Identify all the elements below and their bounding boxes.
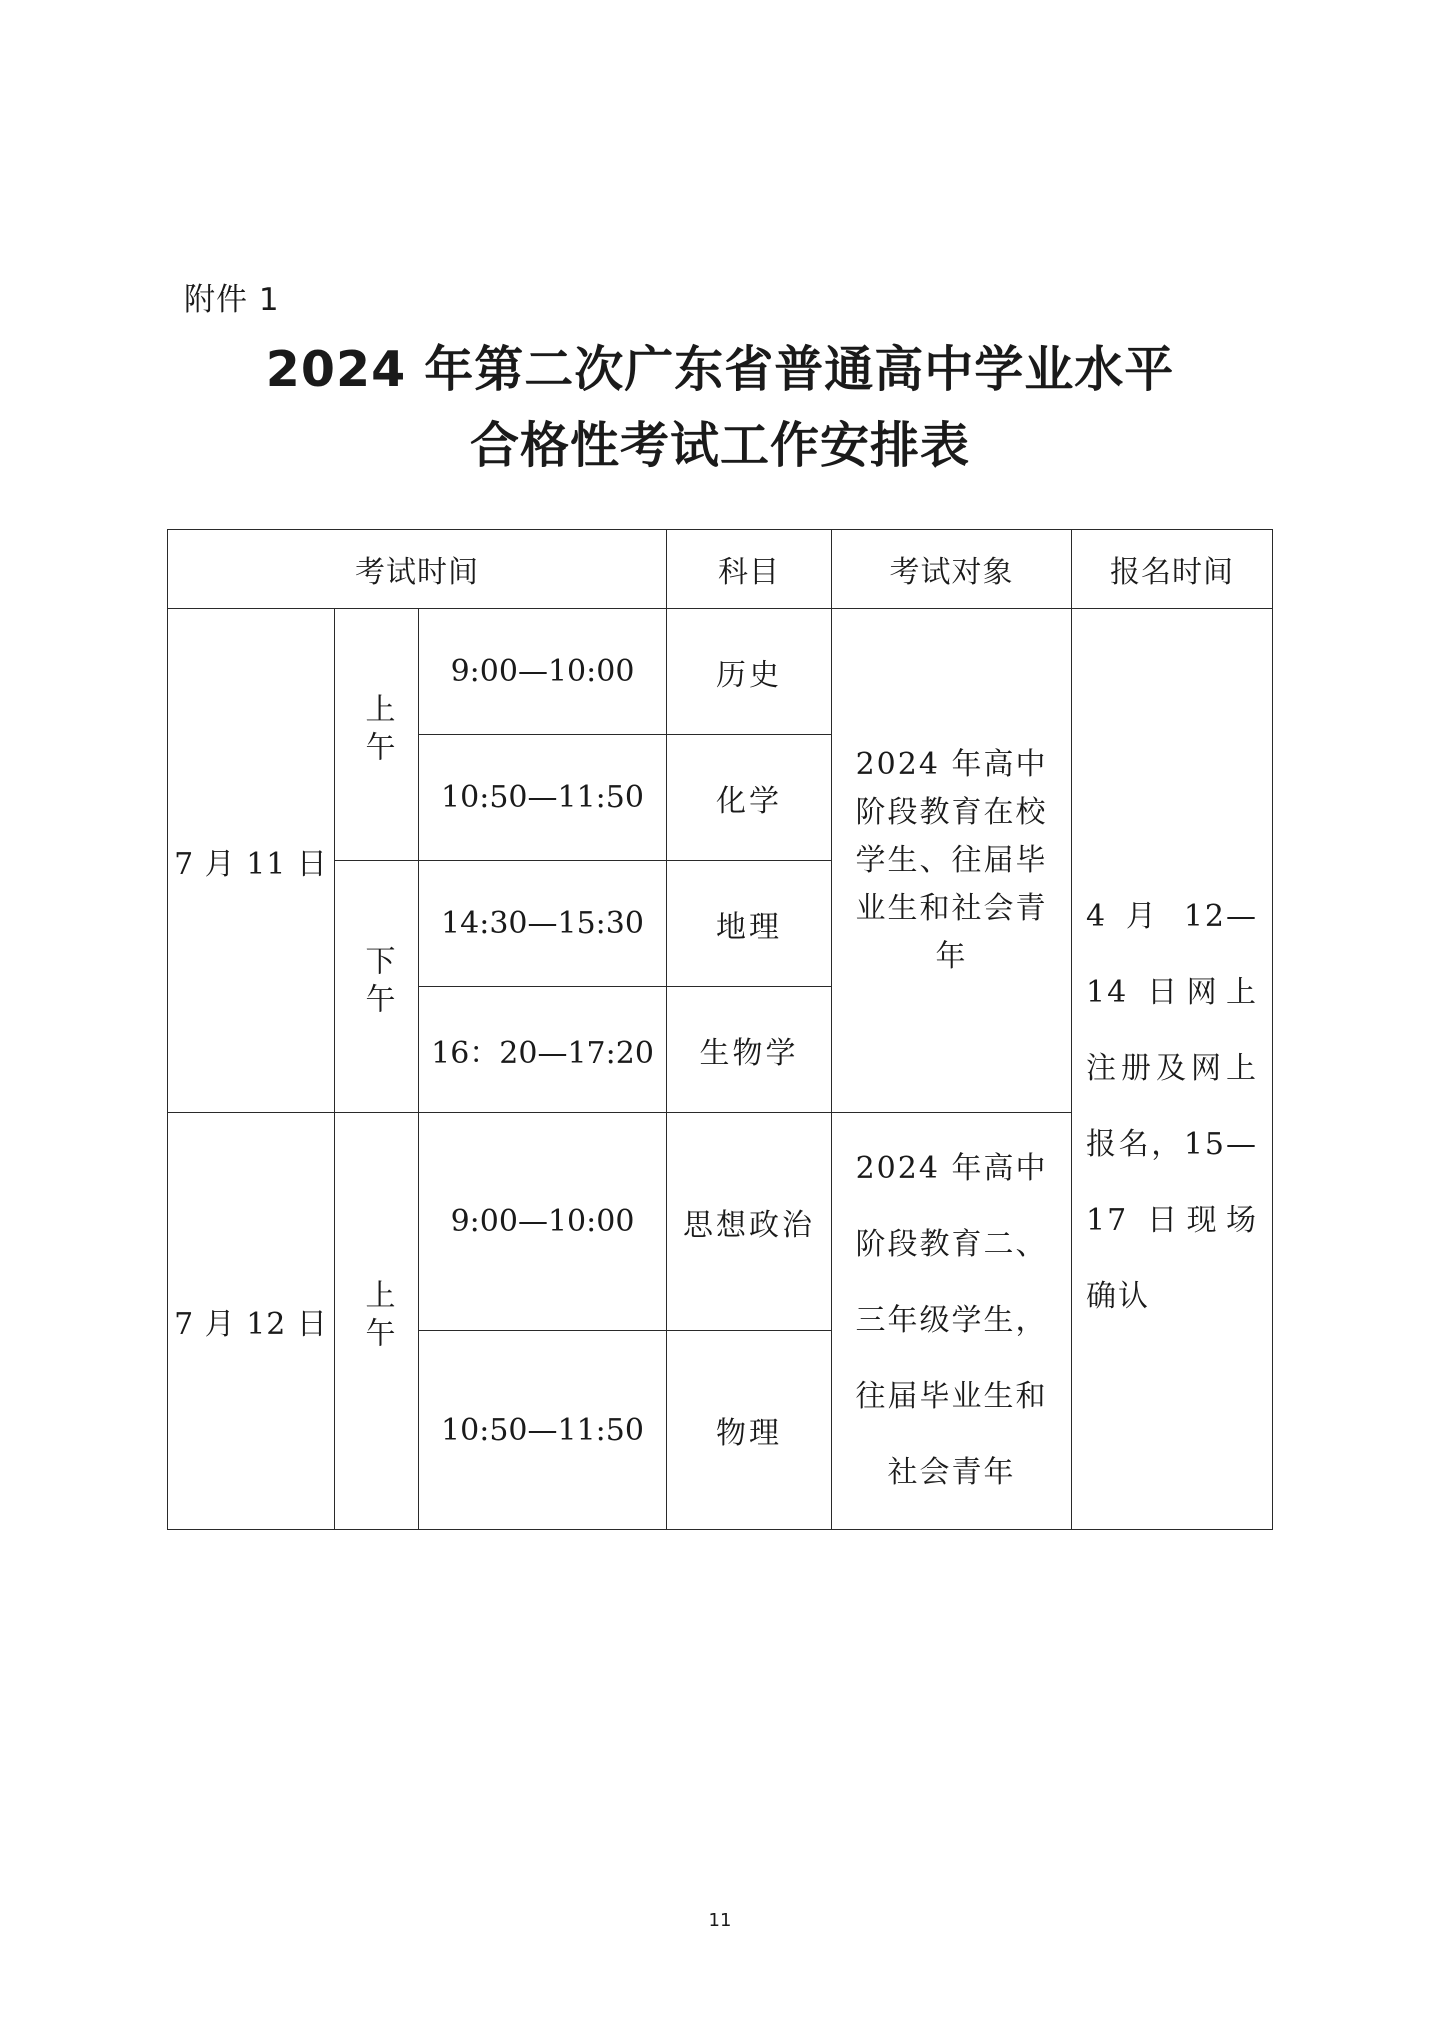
subject-cell: 生物学 xyxy=(667,987,832,1113)
target-cell-day1: 2024 年高中阶段教育在校学生、往届毕业生和社会青年 xyxy=(832,609,1072,1113)
page-number: 11 xyxy=(708,1910,732,1931)
time-cell: 9:00—10:00 xyxy=(419,609,667,735)
time-cell: 9:00—10:00 xyxy=(419,1113,667,1331)
subject-cell: 化学 xyxy=(667,735,832,861)
registration-cell xyxy=(1072,609,1273,1530)
period-cell-morning-day1 xyxy=(335,609,419,861)
header-subject: 科目 xyxy=(667,530,832,609)
header-exam-time: 考试时间 xyxy=(168,530,667,609)
page-title-line-1: 2024 年第二次广东省普通高中学业水平 xyxy=(265,341,1175,398)
attachment-label: 附件 1 xyxy=(184,282,280,318)
period-cell-morning-day2 xyxy=(335,1113,419,1530)
page-title-line-2: 合格性考试工作安排表 xyxy=(469,417,970,474)
date-cell-day2: 7 月 12 日 xyxy=(168,1113,335,1530)
period-label: 下午 xyxy=(359,944,395,1021)
period-cell-afternoon-day1 xyxy=(335,861,419,1113)
time-cell: 10:50—11:50 xyxy=(419,735,667,861)
header-registration: 报名时间 xyxy=(1072,530,1273,609)
date-cell-day1: 7 月 11 日 xyxy=(168,609,335,1113)
table-header-row xyxy=(168,530,1273,609)
table-row xyxy=(168,609,1273,735)
time-cell: 10:50—11:50 xyxy=(419,1331,667,1530)
target-cell-day2: 2024 年高中阶段教育二、三年级学生，往届毕业生和社会青年 xyxy=(832,1113,1072,1530)
subject-cell: 地理 xyxy=(667,861,832,987)
exam-schedule-table xyxy=(167,529,1273,1530)
header-target: 考试对象 xyxy=(832,530,1072,609)
time-cell: 16：20—17:20 xyxy=(419,987,667,1113)
subject-cell: 思想政治 xyxy=(667,1113,832,1331)
subject-cell: 物理 xyxy=(667,1331,832,1530)
period-label: 上午 xyxy=(359,1279,395,1355)
time-cell: 14:30—15:30 xyxy=(419,861,667,987)
period-label: 上午 xyxy=(359,692,395,769)
registration-text: 4 月 12—14 日网上注册及网上报名，15—17 日现场确认 xyxy=(1086,899,1259,1314)
subject-cell: 历史 xyxy=(667,609,832,735)
